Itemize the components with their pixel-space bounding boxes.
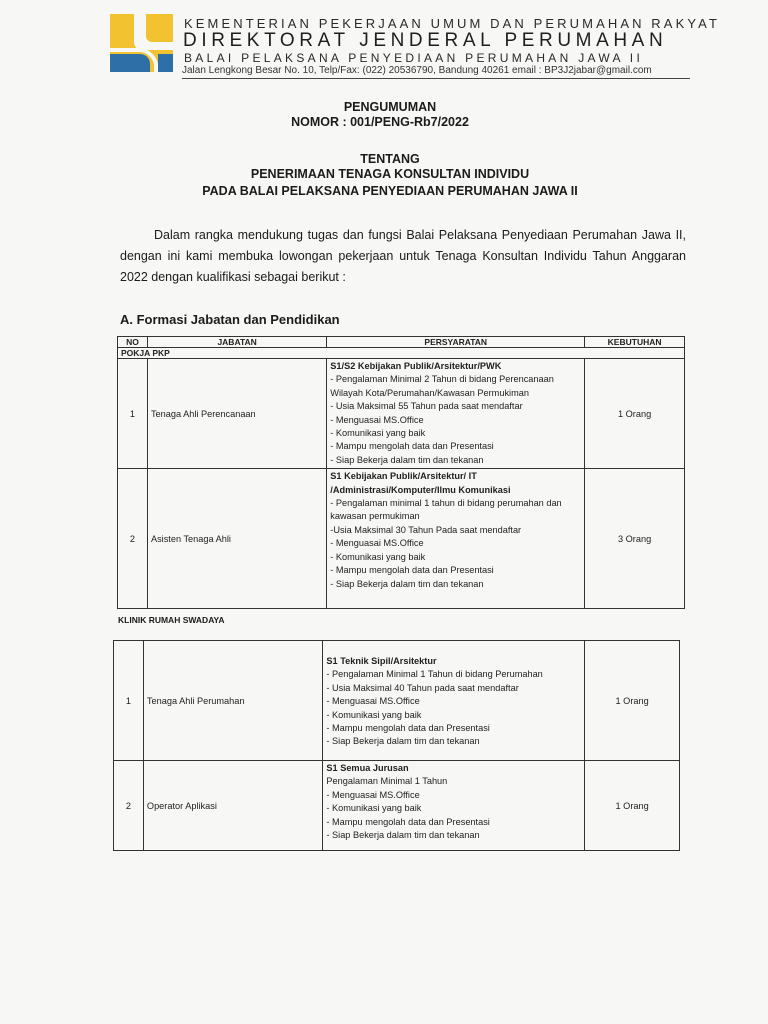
row-no: 1 (118, 359, 148, 469)
table-row (114, 761, 680, 851)
header-kebutuhan: KEBUTUHAN (585, 337, 685, 348)
requirement-item: - Mampu mengolah data dan Presentasi (330, 565, 494, 576)
table-row (118, 469, 685, 609)
requirement-item: Pengalaman Minimal 1 Tahun (326, 776, 448, 787)
requirement-item: - Mampu mengolah data dan Presentasi (326, 816, 490, 827)
group-row (118, 348, 685, 359)
requirement-item: - Menguasai MS.Office (326, 789, 420, 800)
requirement-item: - Menguasai MS.Office (326, 696, 420, 707)
requirement-item: - Komunikasi yang baik (326, 803, 422, 814)
row-persyaratan (327, 469, 585, 609)
section-title: A. Formasi Jabatan dan Pendidikan (120, 312, 340, 327)
row-kebutuhan: 1 Orang (585, 359, 685, 469)
table-row (114, 641, 680, 761)
requirement-item: - Menguasai MS.Office (330, 414, 424, 425)
row-jabatan: Tenaga Ahli Perumahan (143, 641, 322, 761)
requirement-item: - Siap Bekerja dalam tim dan tekanan (326, 830, 480, 841)
group-name: KLINIK RUMAH SWADAYA (118, 615, 225, 625)
requirement-degree: S1 Teknik Sipil/Arsitektur (326, 656, 437, 666)
requirement-item: Wilayah Kota/Perumahan/Kawasan Permukiman (330, 387, 529, 398)
subject-line-2: PADA BALAI PELAKSANA PENYEDIAAN PERUMAHAN JAWA II (202, 184, 578, 198)
requirement-degree: S1 Kebijakan Publik/Arsitektur/ IT (330, 471, 477, 482)
office-address: Jalan Lengkong Besar No. 10, Telp/Fax: (022) 20536790, Bandung 40261 email : BP3J2jabar@gmail.com (182, 65, 652, 76)
requirement-item: - Siap Bekerja dalam tim dan tekanan (330, 578, 484, 589)
letterhead-rule (182, 78, 690, 79)
announcement-title: PENGUMUMAN (343, 100, 437, 114)
row-kebutuhan: 3 Orang (585, 469, 685, 609)
row-kebutuhan: 1 Orang (585, 641, 680, 761)
requirement-item: - Siap Bekerja dalam tim dan tekanan (326, 736, 480, 747)
requirement-item: - Menguasai MS.Office (330, 538, 424, 549)
requirement-item: - Komunikasi yang baik (330, 428, 426, 439)
requirement-item: - Pengalaman minimal 1 tahun di bidang perumahan dan (330, 498, 562, 509)
row-persyaratan (323, 641, 585, 761)
requirement-item: kawasan permukiman (330, 511, 420, 522)
about-label: TENTANG (360, 152, 420, 166)
requirement-item: - Siap Bekerja dalam tim dan tekanan (330, 454, 484, 465)
positions-table-pokja (117, 336, 685, 609)
requirement-item: - Komunikasi yang baik (330, 551, 426, 562)
row-persyaratan (327, 359, 585, 469)
row-no: 2 (114, 761, 144, 851)
requirement-item: - Pengalaman Minimal 2 Tahun di bidang Perencanaan (330, 374, 554, 385)
requirement-item: -Usia Maksimal 30 Tahun Pada saat mendaftar (330, 524, 522, 535)
row-persyaratan (323, 761, 585, 851)
directorate-name: DIREKTORAT JENDERAL PERUMAHAN (183, 30, 668, 51)
intro-paragraph: Dalam rangka mendukung tugas dan fungsi Balai Pelaksana Penyediaan Perumahan Jawa II, dengan ini kami membuka lowongan pekerjaan untuk Tenaga Konsultan Individu Tahun Anggaran 2022 dengan kualifikasi sebagai berikut : (120, 228, 686, 284)
row-no: 2 (118, 469, 148, 609)
requirement-degree: /Administrasi/Komputer/Ilmu Komunikasi (330, 484, 511, 495)
row-kebutuhan: 1 Orang (585, 761, 680, 851)
requirement-item: - Pengalaman Minimal 1 Tahun di bidang Perumahan (326, 669, 543, 680)
table-row (118, 359, 685, 469)
requirement-item: - Usia Maksimal 40 Tahun pada saat mendaftar (326, 682, 519, 693)
group-name: POKJA PKP (118, 348, 685, 359)
requirement-degree: S1/S2 Kebijakan Publik/Arsitektur/PWK (330, 361, 502, 371)
announcement-number: NOMOR : 001/PENG-Rb7/2022 (291, 115, 469, 129)
pupr-logo (110, 14, 173, 72)
requirement-item: - Usia Maksimal 55 Tahun pada saat mendaftar (330, 401, 523, 412)
header-jabatan: JABATAN (147, 337, 326, 348)
row-jabatan: Operator Aplikasi (143, 761, 322, 851)
row-jabatan: Asisten Tenaga Ahli (147, 469, 326, 609)
positions-table-klinik (113, 640, 680, 851)
requirement-item: - Mampu mengolah data dan Presentasi (330, 441, 494, 452)
office-name: BALAI PELAKSANA PENYEDIAAN PERUMAHAN JAWA II (184, 51, 644, 65)
table-header-row (118, 337, 685, 348)
header-persyaratan: PERSYARATAN (327, 337, 585, 348)
row-no: 1 (114, 641, 144, 761)
requirement-item: - Mampu mengolah data dan Presentasi (326, 723, 490, 734)
header-no: NO (118, 337, 148, 348)
requirement-degree: S1 Semua Jurusan (326, 763, 409, 773)
row-jabatan: Tenaga Ahli Perencanaan (147, 359, 326, 469)
requirement-item: - Komunikasi yang baik (326, 709, 422, 720)
subject-line-1: PENERIMAAN TENAGA KONSULTAN INDIVIDU (250, 167, 530, 181)
ministry-name: KEMENTERIAN PEKERJAAN UMUM DAN PERUMAHAN RAKYAT (184, 16, 720, 31)
